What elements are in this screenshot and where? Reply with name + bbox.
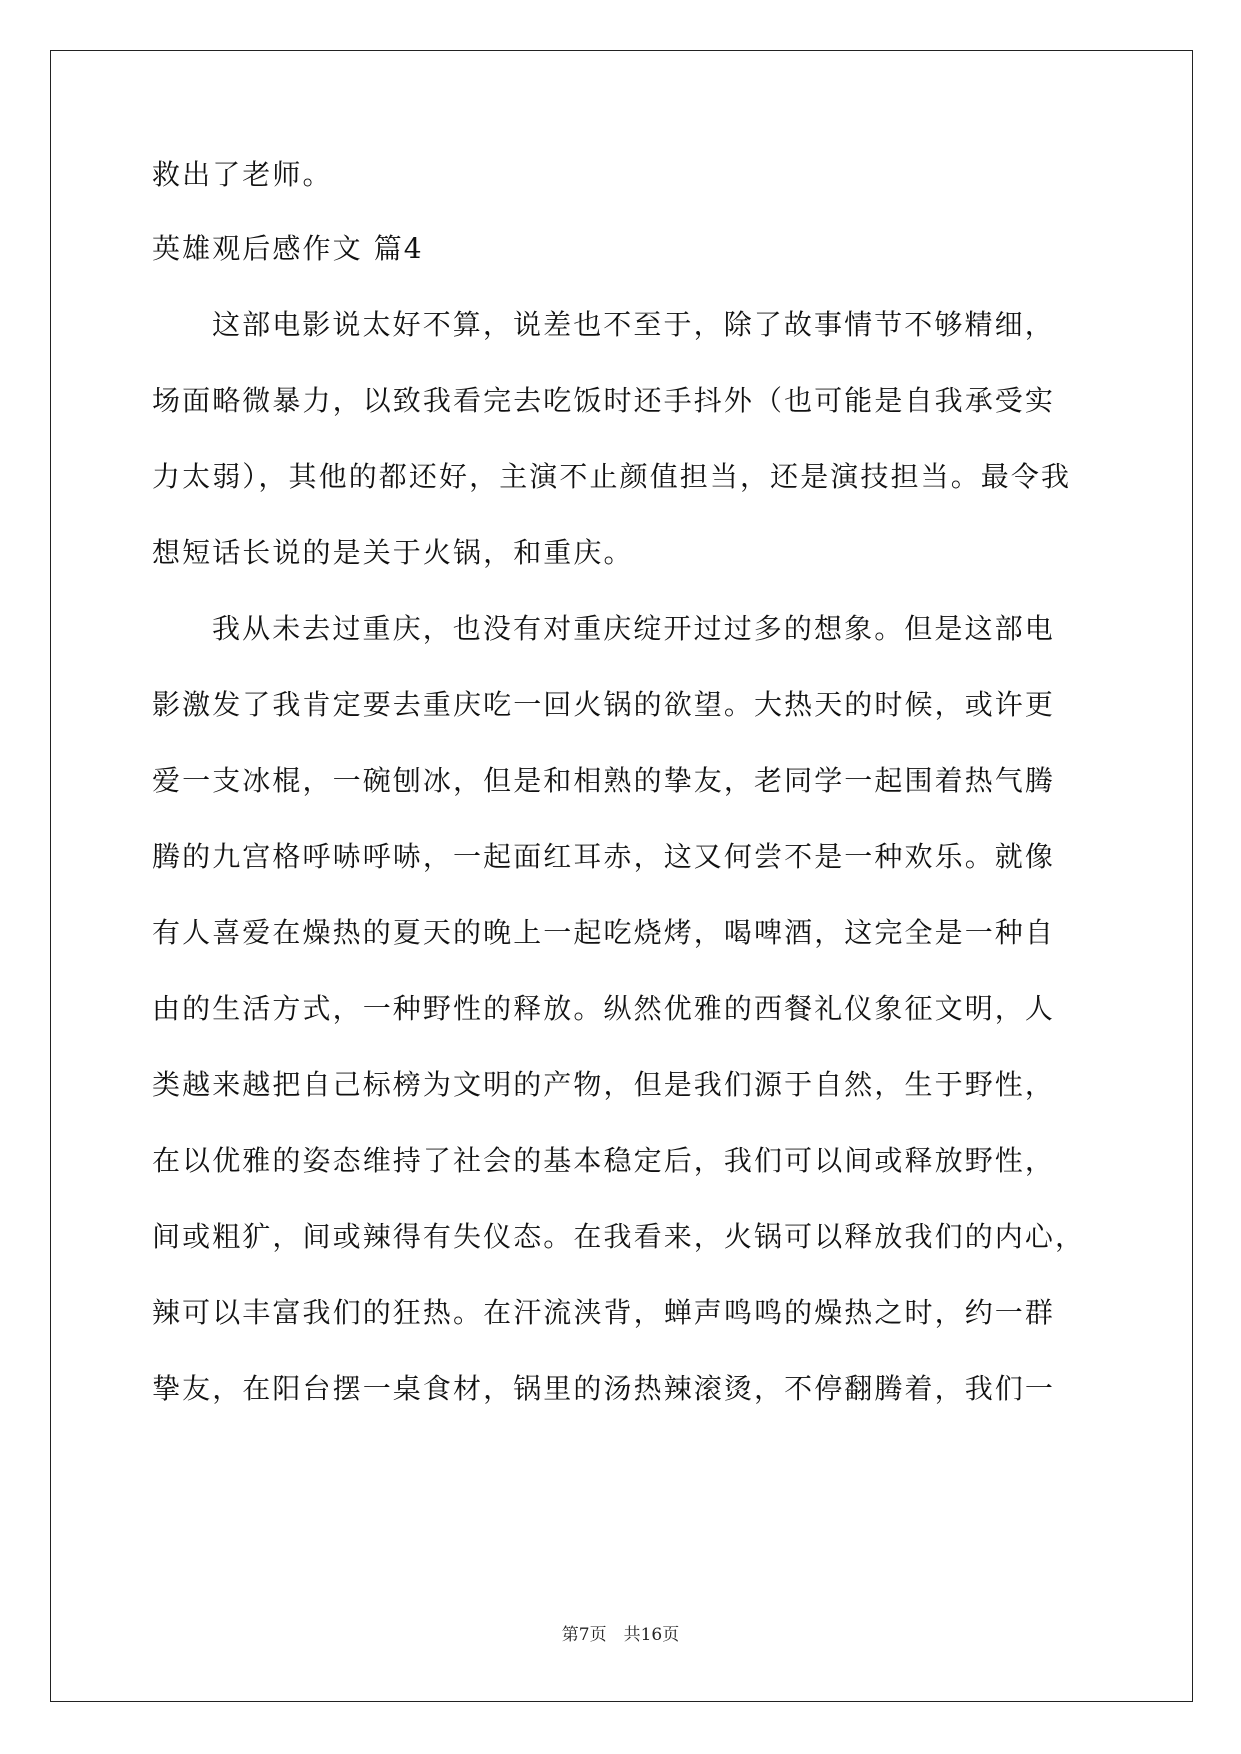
paragraph-line: 在以优雅的姿态维持了社会的基本稳定后，我们可以间或释放野性，	[152, 1144, 1056, 1177]
paragraph-line: 我从未去过重庆，也没有对重庆绽开过过多的想象。但是这部电	[212, 612, 1055, 645]
paragraph-line: 有人喜爱在燥热的夏天的晚上一起吃烧烤，喝啤酒，这完全是一种自	[152, 916, 1056, 949]
section-heading: 英雄观后感作文 篇4	[152, 232, 424, 265]
paragraph-line: 场面略微暴力，以致我看完去吃饭时还手抖外（也可能是自我承受实	[152, 384, 1056, 417]
paragraph-line: 辣可以丰富我们的狂热。在汗流浃背，蝉声鸣鸣的燥热之时，约一群	[152, 1296, 1056, 1329]
page-footer: 第7页 共16页	[561, 1625, 680, 1645]
paragraph-line: 腾的九宫格呼哧呼哧，一起面红耳赤，这又何尝不是一种欢乐。就像	[152, 840, 1056, 873]
text-line: 救出了老师。	[152, 158, 333, 191]
paragraph-line: 想短话长说的是关于火锅，和重庆。	[152, 536, 634, 569]
paragraph-line: 间或粗犷，间或辣得有失仪态。在我看来，火锅可以释放我们的内心，	[152, 1220, 1086, 1253]
paragraph-line: 爱一支冰棍，一碗刨冰，但是和相熟的挚友，老同学一起围着热气腾	[152, 764, 1056, 797]
paragraph-line: 挚友，在阳台摆一桌食材，锅里的汤热辣滚烫，不停翻腾着，我们一	[152, 1372, 1056, 1405]
paragraph-line: 由的生活方式，一种野性的释放。纵然优雅的西餐礼仪象征文明，人	[152, 992, 1056, 1025]
paragraph-line: 这部电影说太好不算，说差也不至于，除了故事情节不够精细，	[212, 308, 1055, 341]
paragraph-line: 影激发了我肯定要去重庆吃一回火锅的欲望。大热天的时候，或许更	[152, 688, 1056, 721]
paragraph-line: 力太弱），其他的都还好，主演不止颜值担当，还是演技担当。最令我	[152, 460, 1072, 493]
paragraph-line: 类越来越把自己标榜为文明的产物，但是我们源于自然，生于野性，	[152, 1068, 1056, 1101]
